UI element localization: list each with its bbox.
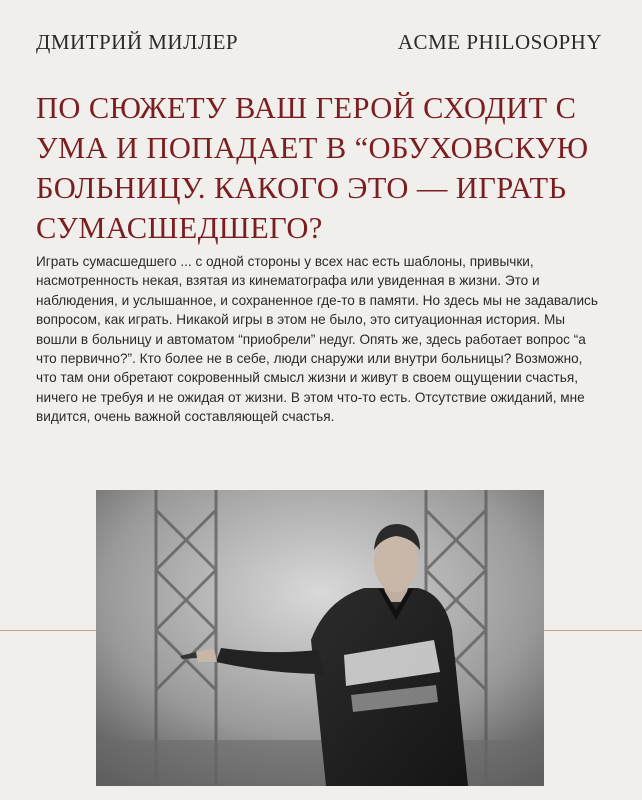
interview-question: ПО СЮЖЕТУ ВАШ ГЕРОЙ СХОДИТ С УМА И ПОПАДАЕТ В “ОБУХОВСКУЮ БОЛЬНИЦУ. КАКОГО ЭТО — ИГРАТЬ СУМАСШЕДШЕГО? (36, 91, 589, 245)
actor-photo (96, 490, 544, 786)
divider-left (0, 630, 96, 631)
publication-name: ACME PHILOSOPHY (397, 30, 602, 54)
divider-right (544, 630, 642, 631)
interview-answer: Играть сумасшедшего ... с одной стороны у всех нас есть шаблоны, привычки, насмотренность некая, взятая из кинематографа или увиденная в жизни. Это и наблюдения, и услышанное, и сохраненное где-то в памяти. Но здесь мы не задавались вопросом, как играть. Никакой игры в этом не было, это ситуационная история. Мы вошли в больницу и автоматом “приобрели” недуг. Опять же, здесь работает вопрос “а что первично?”. Кто более не в себе, люди снаружи или внутри больницы? Возможно, что там они обретают сокровенный смысл жизни и живут в своем ощущении счастья, ничего не требуя и не ожидая от жизни. В этом что-то есть. Отсутствие ожиданий, мне видится, очень важной составляющей счастья. (36, 254, 598, 425)
author-name: ДМИТРИЙ МИЛЛЕР (36, 30, 239, 54)
